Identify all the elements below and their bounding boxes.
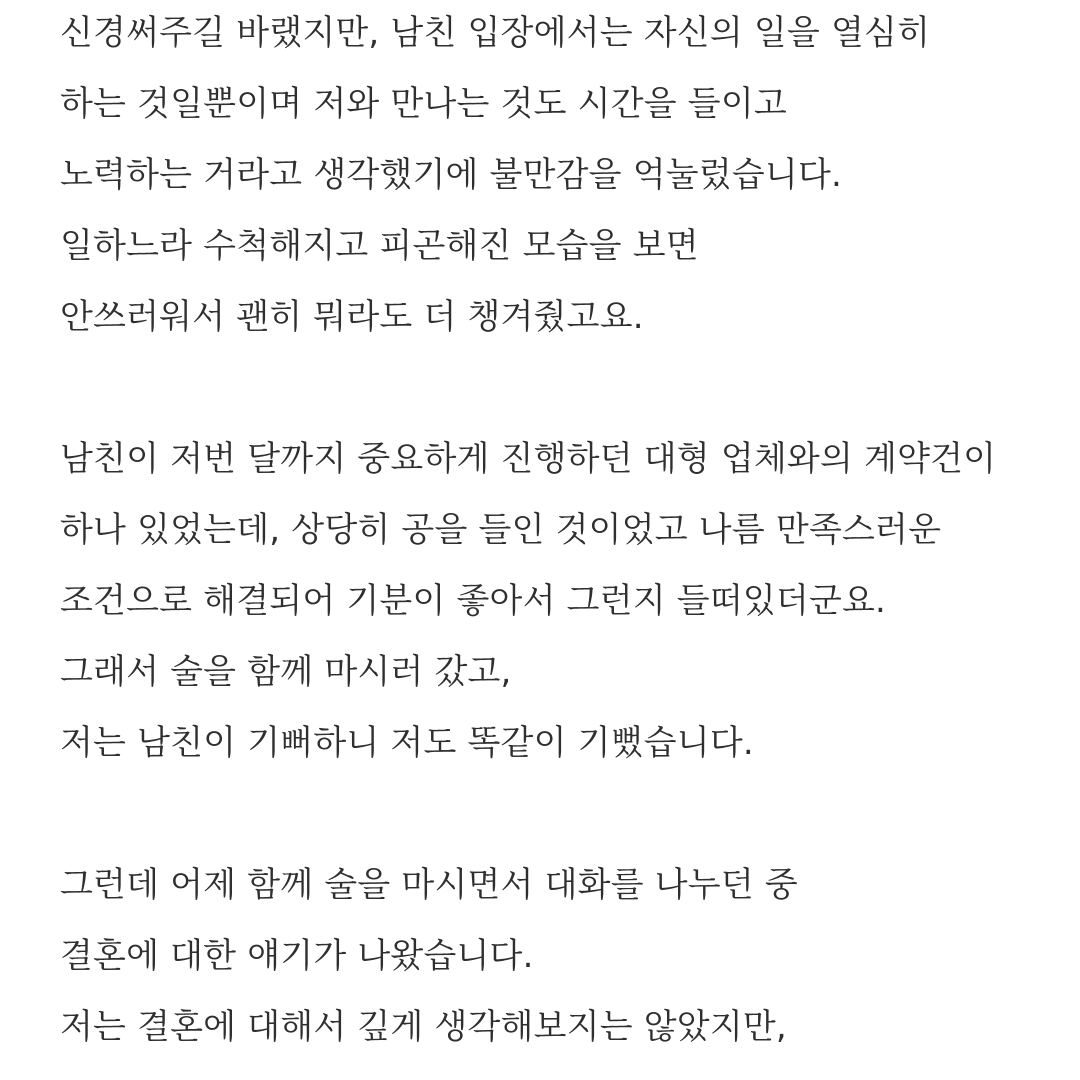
text-line: 조건으로 해결되어 기분이 좋아서 그런지 들떠있더군요. xyxy=(60,581,887,621)
text-line: 안쓰러워서 괜히 뭐라도 더 챙겨줬고요. xyxy=(60,297,644,337)
text-line: 그래서 술을 함께 마시러 갔고, xyxy=(60,652,512,692)
text-line: 하나 있었는데, 상당히 공을 들인 것이었고 나름 만족스러운 xyxy=(60,510,942,550)
text-line: 일하느라 수척해지고 피곤해진 모습을 보면 xyxy=(60,226,699,266)
text-line: 그런데 어제 함께 술을 마시면서 대화를 나누던 중 xyxy=(60,865,798,905)
text-line: 저는 남친이 기뻐하니 저도 똑같이 기뻤습니다. xyxy=(60,723,754,763)
text-line: 신경써주길 바랬지만, 남친 입장에서는 자신의 일을 열심히 xyxy=(60,13,931,53)
text-line: 저는 결혼에 대해서 깊게 생각해보지는 않았지만, xyxy=(60,1007,787,1047)
text-line: 남친이 저번 달까지 중요하게 진행하던 대형 업체와의 계약건이 xyxy=(60,439,997,479)
text-line: 결혼에 대한 얘기가 나왔습니다. xyxy=(60,936,534,976)
text-line: 하는 것일뿐이며 저와 만나는 것도 시간을 들이고 xyxy=(60,84,787,124)
text-line: 노력하는 거라고 생각했기에 불만감을 억눌렀습니다. xyxy=(60,155,843,195)
